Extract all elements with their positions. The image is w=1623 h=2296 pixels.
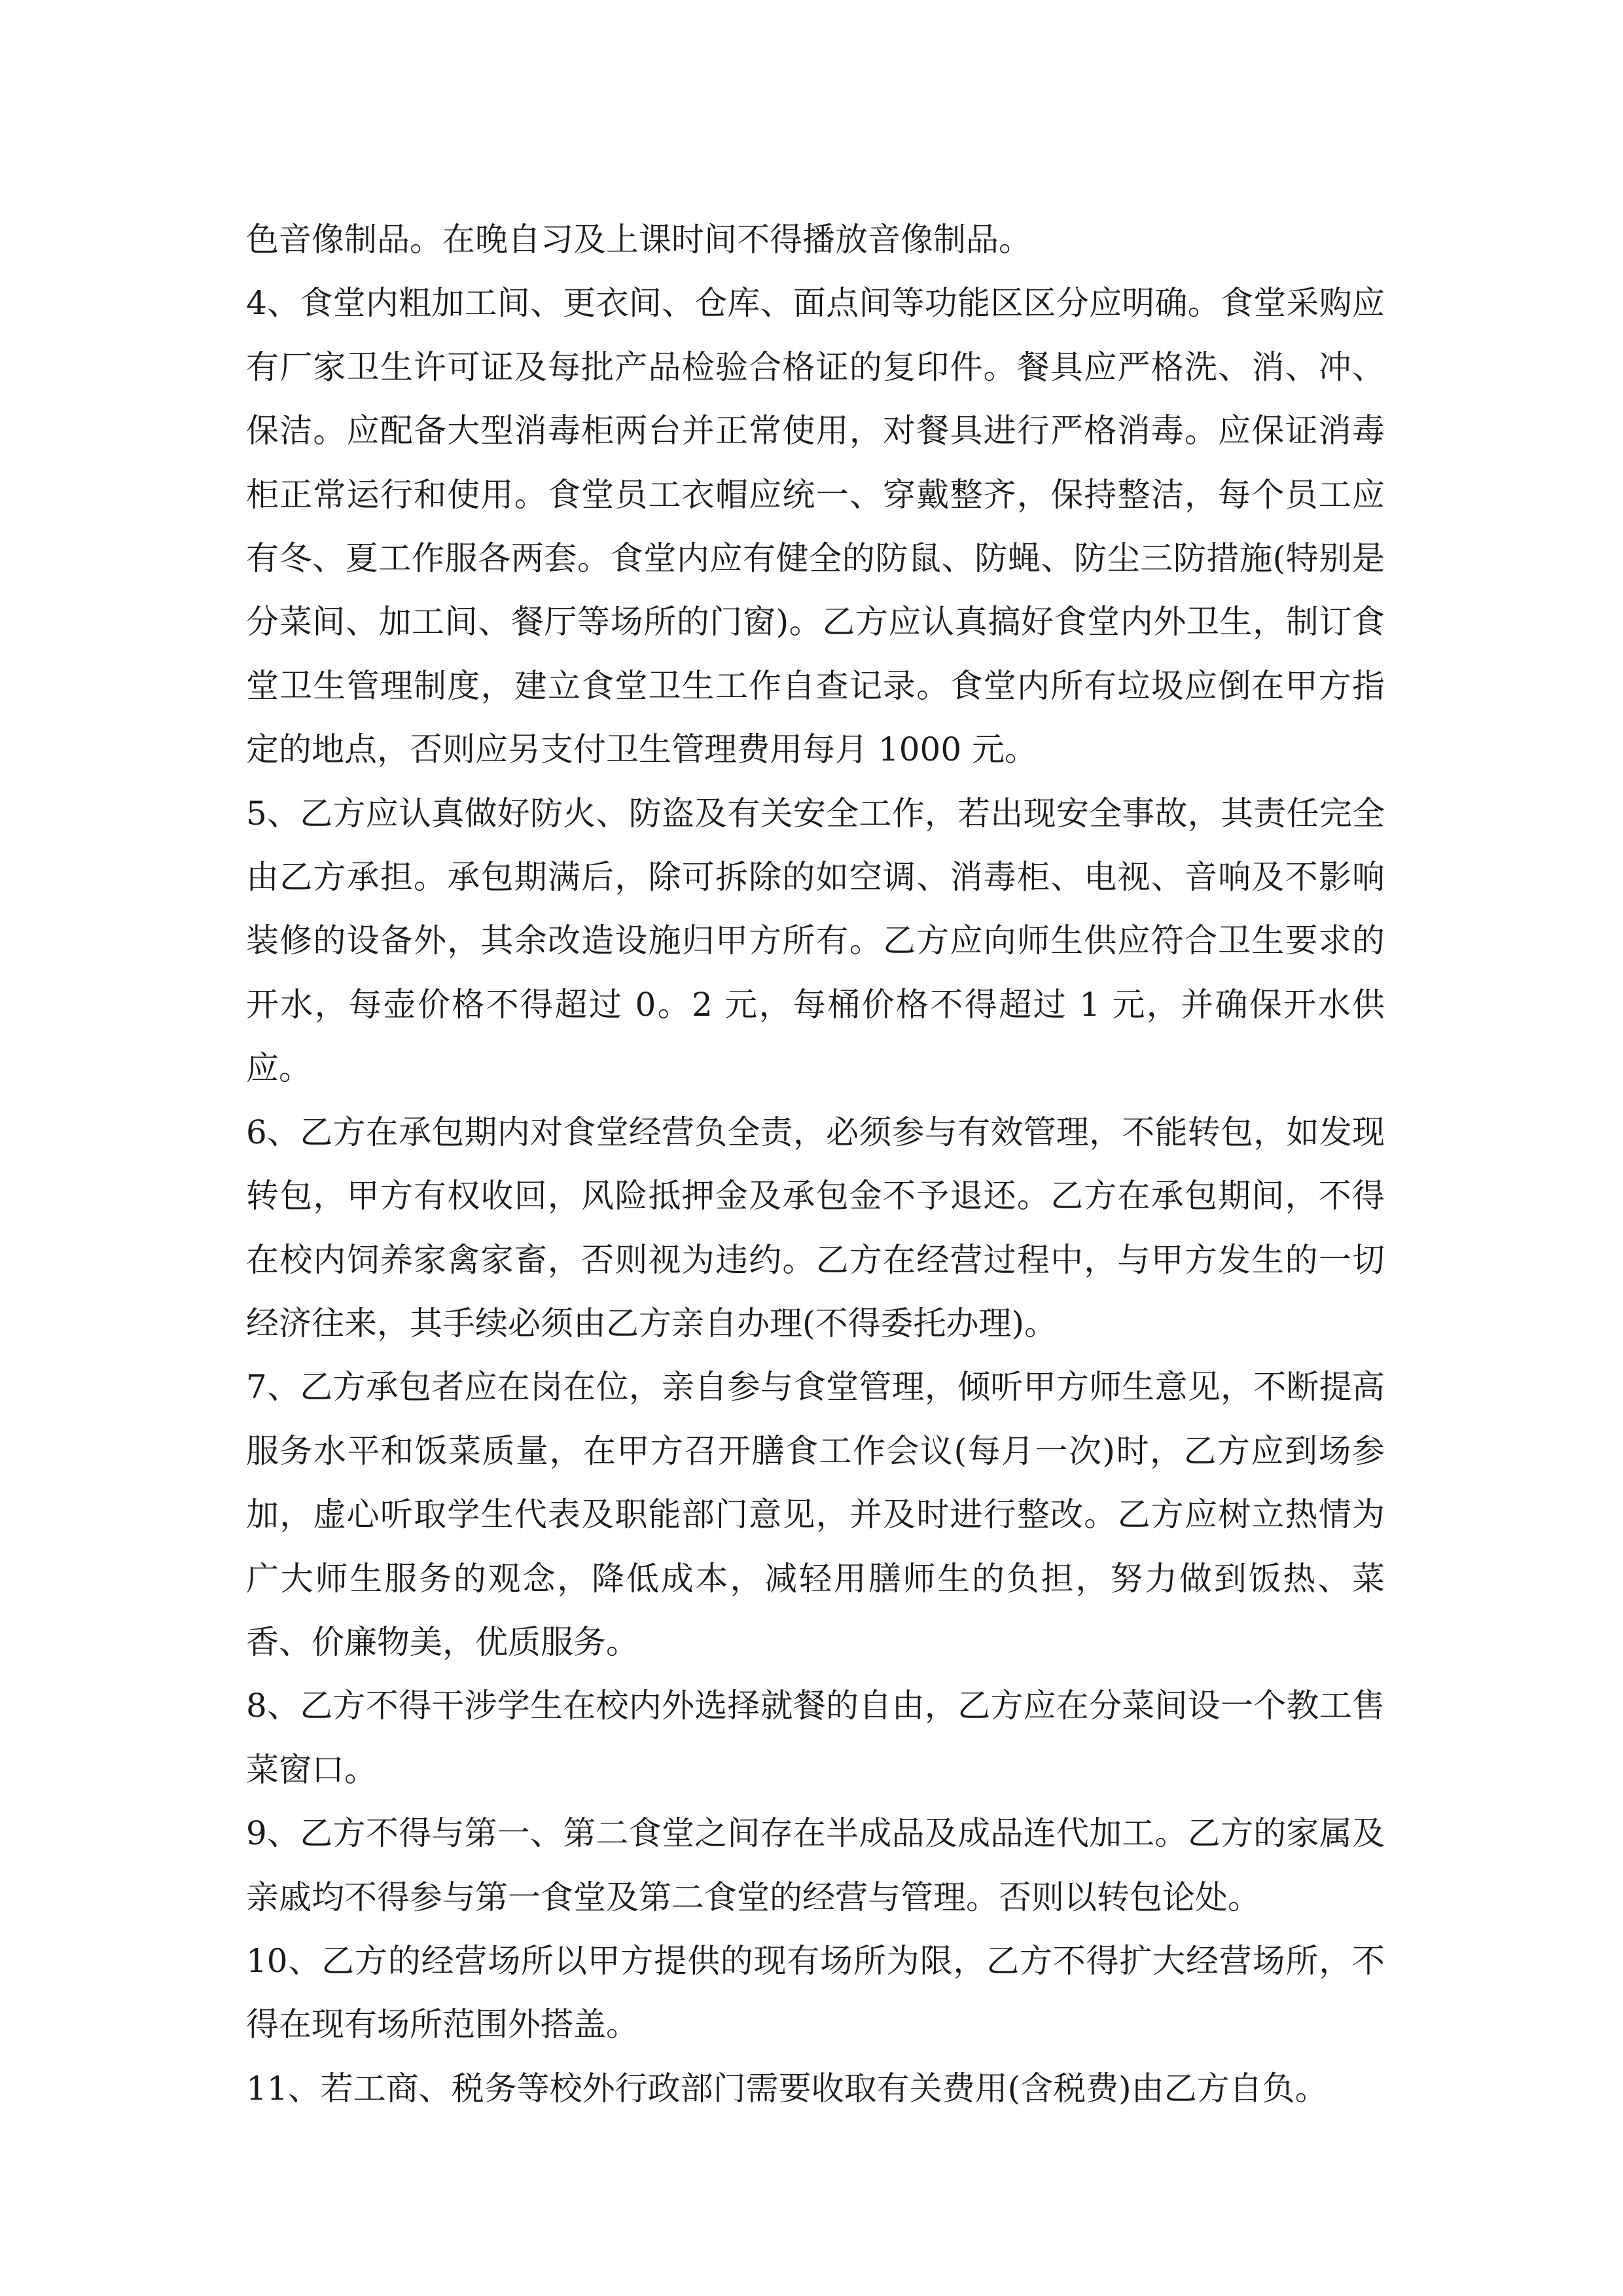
paragraph-clause-9: 9、乙方不得与第一、第二食堂之间存在半成品及成品连代加工。乙方的家属及亲戚均不得参与第一食堂及第二食堂的经营与管理。否则以转包论处。: [246, 1814, 1385, 1916]
paragraph-clause-5: 5、乙方应认真做好防火、防盗及有关安全工作，若出现安全事故，其责任完全由乙方承担。承包期满后，除可拆除的如空调、消毒柜、电视、音响及不影响装修的设备外，其余改造设施归甲方所有。乙方应向师生供应符合卫生要求的开水，每壶价格不得超过 0。2 元，每桶价格不得超过 1 元，并确保开水供应。: [246, 794, 1385, 1088]
paragraph-clause-6: 6、乙方在承包期内对食堂经营负全责，必须参与有效管理，不能转包，如发现转包，甲方有权收回，风险抵押金及承包金不予退还。乙方在承包期间，不得在校内饲养家禽家畜，否则视为违约。乙方在经营过程中，与甲方发生的一切经济往来，其手续必须由乙方亲自办理(不得委托办理)。: [246, 1113, 1385, 1342]
paragraph-clause-10: 10、乙方的经营场所以甲方提供的现有场所为限，乙方不得扩大经营场所，不得在现有场所范围外搭盖。: [246, 1941, 1385, 2044]
paragraph-clause-8: 8、乙方不得干涉学生在校内外选择就餐的自由，乙方应在分菜间设一个教工售菜窗口。: [246, 1687, 1385, 1789]
document-body: [246, 208, 1385, 2121]
paragraph-clause-4: 4、食堂内粗加工间、更衣间、仓库、面点间等功能区区分应明确。食堂采购应有厂家卫生许可证及每批产品检验合格证的复印件。餐具应严格洗、消、冲、保洁。应配备大型消毒柜两台并正常使用，对餐具进行严格消毒。应保证消毒柜正常运行和使用。食堂员工衣帽应统一、穿戴整齐，保持整洁，每个员工应有冬、夏工作服各两套。食堂内应有健全的防鼠、防蝇、防尘三防措施(特别是分菜间、加工间、餐厅等场所的门窗)。乙方应认真搞好食堂内外卫生，制订食堂卫生管理制度，建立食堂卫生工作自查记录。食堂内所有垃圾应倒在甲方指定的地点，否则应另支付卫生管理费用每月 1000 元。: [246, 284, 1385, 769]
paragraph-continued: 色音像制品。在晚自习及上课时间不得播放音像制品。: [246, 221, 1031, 259]
paragraph-clause-7: 7、乙方承包者应在岗在位，亲自参与食堂管理，倾听甲方师生意见，不断提高服务水平和饭菜质量，在甲方召开膳食工作会议(每月一次)时，乙方应到场参加，虚心听取学生代表及职能部门意见，并及时进行整改。乙方应树立热情为广大师生服务的观念，降低成本，减轻用膳师生的负担，努力做到饭热、菜香、价廉物美，优质服务。: [246, 1368, 1385, 1661]
paragraph-clause-11: 11、若工商、税务等校外行政部门需要收取有关费用(含税费)由乙方自负。: [246, 2069, 1328, 2108]
